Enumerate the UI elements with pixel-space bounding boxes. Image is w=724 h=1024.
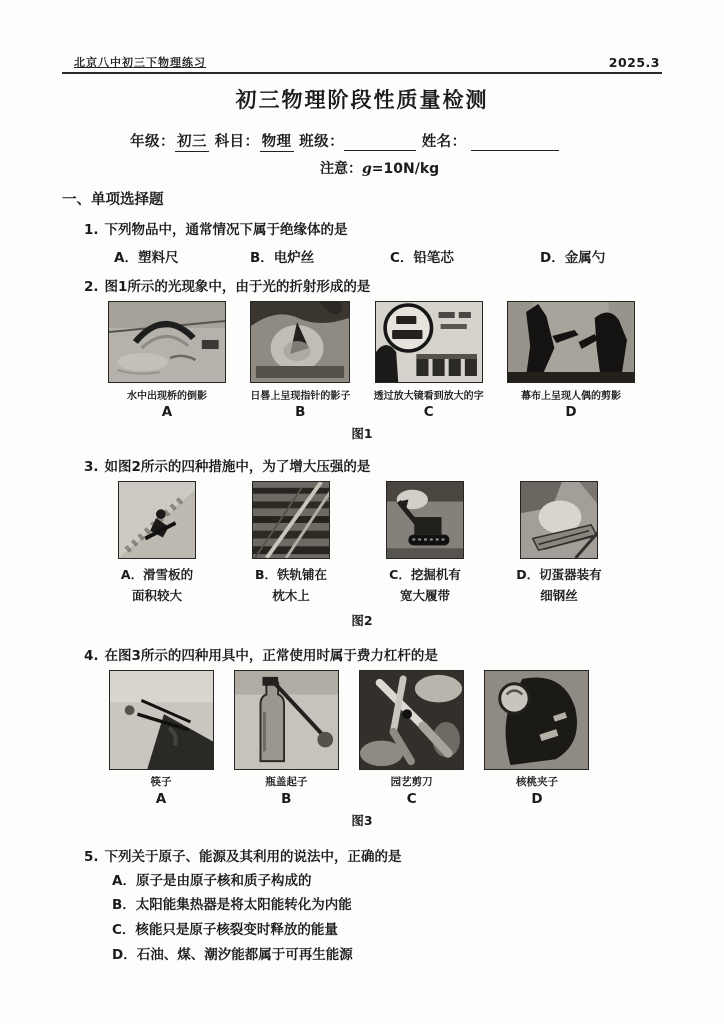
- page-header: [62, 54, 662, 74]
- photo-magnifier-text: [375, 301, 483, 383]
- figure1-caption-b: 日晷上呈现指针的影子: [250, 391, 351, 402]
- question-4-stem: 4. 在图3所示的四种用具中，正常使用时属于费力杠杆的是: [84, 647, 438, 664]
- figure2-option-a: [114, 481, 200, 607]
- option-a: A．原子是由原子核和质子构成的: [112, 872, 312, 889]
- figure1-caption-a: 水中出现桥的倒影: [127, 391, 207, 402]
- notice-label: 注意：: [320, 161, 362, 177]
- figure2-caption-c: C．挖掘机有 宽大履带: [389, 567, 461, 604]
- figure3-option-b: [231, 670, 341, 807]
- figure-3-label: 图3: [351, 812, 373, 828]
- question-4: [62, 644, 662, 829]
- figure1-option-a: [108, 301, 226, 420]
- photo-snowboard: [118, 481, 196, 559]
- figure1-caption-d: 幕布上呈现人偶的剪影: [520, 391, 621, 402]
- figure-2-label: 图2: [351, 612, 373, 628]
- figure2-option-c: [382, 481, 468, 607]
- option-b: B．太阳能集热器是将太阳能转化为内能: [112, 897, 352, 914]
- photo-railway-sleepers: [252, 481, 330, 559]
- question-1-number: 1.: [84, 222, 99, 238]
- photo-garden-shears: [359, 670, 464, 770]
- question-2: [62, 275, 662, 442]
- question-3-number: 3.: [84, 459, 99, 475]
- photo-sundial-shadow: [250, 301, 350, 383]
- figure3-caption-c: 园艺剪刀: [390, 775, 433, 788]
- gravity-symbol: g: [362, 161, 372, 177]
- figure3-caption-a: 筷子: [150, 775, 172, 788]
- question-5: [62, 845, 662, 969]
- figure1-letter-c: C: [423, 404, 434, 420]
- figure-1-label: 图1: [351, 426, 373, 441]
- figure1-letter-d: D: [565, 404, 577, 420]
- option-a: A．塑料尺: [114, 250, 179, 266]
- figure3-caption-b: 瓶盖起子: [265, 775, 308, 788]
- question-1-stem: 1. 下列物品中，通常情况下属于绝缘体的是: [84, 222, 348, 238]
- grade-label: 年级：: [130, 134, 175, 150]
- figure2-option-b: [248, 481, 334, 607]
- gravity-value: =10N/kg: [371, 161, 440, 177]
- question-1-options: [114, 246, 662, 266]
- figure1-option-c: [375, 301, 483, 420]
- photo-nutcracker: [484, 670, 589, 770]
- photo-egg-slicer: [520, 481, 598, 559]
- option-b: B．电炉丝: [250, 250, 315, 266]
- figure-3-row: [106, 670, 592, 807]
- figure2-caption-b: B．铁轨铺在 枕木上: [254, 567, 328, 604]
- header-date: 2025.3: [608, 55, 660, 70]
- photo-bottle-opener: [234, 670, 339, 770]
- question-1: [62, 218, 662, 266]
- question-4-number: 4.: [84, 647, 99, 664]
- question-2-stem: 2. 图1所示的光现象中，由于光的折射形成的是: [84, 279, 371, 295]
- figure1-option-d: [507, 301, 635, 420]
- student-info-line: [130, 130, 662, 151]
- figure3-letter-c: C: [406, 790, 417, 807]
- subject-label: 科目：: [214, 134, 260, 150]
- figure3-caption-d: 核桃夹子: [515, 775, 558, 788]
- figure-1-row: [108, 301, 635, 420]
- figure2-caption-d: D．切蛋器装有 细钢丝: [516, 567, 602, 604]
- figure3-letter-d: D: [531, 790, 543, 807]
- figure3-letter-a: A: [155, 790, 167, 807]
- figure3-option-d: [482, 670, 592, 807]
- question-5-number: 5.: [84, 848, 99, 865]
- figure1-letter-a: A: [161, 404, 173, 420]
- question-2-number: 2.: [84, 279, 99, 295]
- figure1-option-b: [250, 301, 350, 420]
- figure2-caption-a: A．滑雪板的 面积较大: [120, 567, 194, 604]
- photo-shadow-puppets: [507, 301, 635, 383]
- name-label: 姓名：: [421, 134, 467, 150]
- photo-chopsticks: [109, 670, 214, 770]
- option-c: C．核能只是原子核裂变时释放的能量: [112, 922, 338, 939]
- page-title: 初三物理阶段性质量检测: [235, 88, 489, 112]
- question-3-stem: 3. 如图2所示的四种措施中，为了增大压强的是: [84, 459, 371, 475]
- class-blank-field: [344, 137, 416, 151]
- name-blank-field: [471, 137, 559, 151]
- header-course-label: 北京八中初三下物理练习: [74, 56, 206, 69]
- figure1-caption-c: 透过放大镜看到放大的字: [373, 391, 484, 402]
- option-d: D．金属勺: [540, 250, 606, 266]
- question-3: [62, 455, 662, 629]
- question-5-stem: 5. 下列关于原子、能源及其利用的说法中，正确的是: [84, 848, 402, 865]
- notice-line: [320, 158, 662, 178]
- class-label: 班级：: [299, 134, 345, 150]
- figure-2-row: [114, 481, 602, 607]
- grade-value: 初三: [177, 134, 207, 150]
- photo-bridge-reflection: [108, 301, 226, 383]
- option-c: C．铅笔芯: [390, 250, 454, 266]
- figure3-option-a: [106, 670, 216, 807]
- subject-value: 物理: [261, 134, 292, 150]
- figure1-letter-b: B: [295, 404, 306, 420]
- figure3-letter-b: B: [281, 790, 292, 807]
- section-heading: 一、单项选择题: [62, 192, 164, 208]
- option-d: D．石油、煤、潮汐能都属于可再生能源: [112, 947, 353, 964]
- question-5-options: [112, 869, 662, 969]
- photo-excavator-tracks: [386, 481, 464, 559]
- figure3-option-c: [357, 670, 467, 807]
- figure2-option-d: [516, 481, 602, 607]
